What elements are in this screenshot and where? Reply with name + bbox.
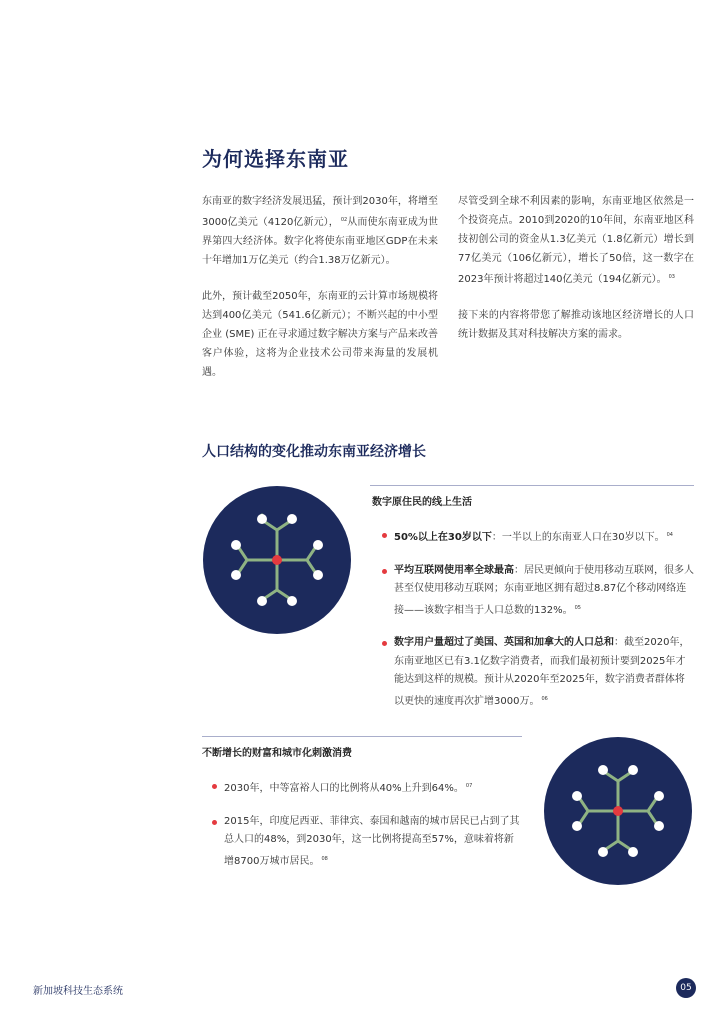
bullet-dot xyxy=(382,533,387,538)
intro-right-column xyxy=(458,192,694,361)
intro-paragraph: 东南亚的数字经济发展迅猛，预计到2030年，将增至3000亿美元（4120亿新元）， $^{02}$从而使东南亚成为世界第四大经济体。数字化将使东南亚地区GDP在未来十年增加1万亿美元（约合1.38万亿新元）。 xyxy=(202,196,438,266)
page-number: 05 xyxy=(676,978,696,998)
divider xyxy=(370,485,694,486)
list-item: 2030年，中等富裕人口的比例将从40%上升到64%。 $^{07}$ xyxy=(212,777,522,799)
bullet-dot xyxy=(212,820,217,825)
page-title: 为何选择东南亚 xyxy=(202,147,349,171)
list-item: 2015年，印度尼西亚、菲律宾、泰国和越南的城市居民已占到了其总人口的48%，到2030年，这一比例将提高至57%，意味着将新增8700万城市居民。 $^{08}$ xyxy=(212,813,522,872)
list-item: 50%以上在30岁以下：一半以上的东南亚人口在30岁以下。 $^{04}$ xyxy=(382,526,694,548)
bullet-dot xyxy=(212,784,217,789)
subsection-heading: 数字原住民的线上生活 xyxy=(372,497,472,508)
list-item: 数字用户量超过了美国、英国和加拿大的人口总和：截至2020年，东南亚地区已有3.1亿数字消费者，而我们最初预计要到2025年才能达到这样的规模。预计从2020年至2025年，数字消费者群体将以更快的速度再次扩增3000万。 $^{06}$ xyxy=(382,634,694,711)
intro-paragraph: 尽管受到全球不利因素的影响，东南亚地区依然是一个投资亮点。2010到2020的10年间，东南亚地区科技初创公司的资金从1.3亿美元（1.8亿新元）增长到77亿美元（106亿新元），增长了50倍，这一数字在2023年预计将超过140亿美元（194亿新元）。 $^{03}$ xyxy=(458,196,694,285)
intro-paragraph: 此外，预计截至2050年，东南亚的云计算市场规模将达到400亿美元（541.6亿新元）；不断兴起的中小型企业 (SME) 正在寻求通过数字解决方案与产品来改善客户体验，这将为企业技术公司带来海量的发展机遇。 xyxy=(202,291,438,378)
divider xyxy=(202,736,522,737)
circuit-network-icon xyxy=(543,736,693,890)
circuit-network-icon xyxy=(202,485,352,639)
intro-left-column xyxy=(202,192,438,399)
footer-label: 新加坡科技生态系统 xyxy=(33,986,123,997)
section-title: 人口结构的变化推动东南亚经济增长 xyxy=(202,444,426,460)
bullet-dot xyxy=(382,569,387,574)
footnote-ref: 03 xyxy=(668,274,675,280)
subsection-heading: 不断增长的财富和城市化刺激消费 xyxy=(202,748,352,759)
intro-paragraph: 接下来的内容将带您了解推动该地区经济增长的人口统计数据及其对科技解决方案的需求。 xyxy=(458,310,694,340)
digital-natives-list xyxy=(382,526,694,725)
list-item: 平均互联网使用率全球最高：居民更倾向于使用移动互联网，很多人甚至仅使用移动互联网；东南亚地区拥有超过8.87亿个移动网络连接——该数字相当于人口总数的132%。 $^{05}$ xyxy=(382,562,694,621)
bullet-dot xyxy=(382,641,387,646)
footnote-ref: 02 xyxy=(340,217,348,223)
wealth-list xyxy=(212,777,522,885)
